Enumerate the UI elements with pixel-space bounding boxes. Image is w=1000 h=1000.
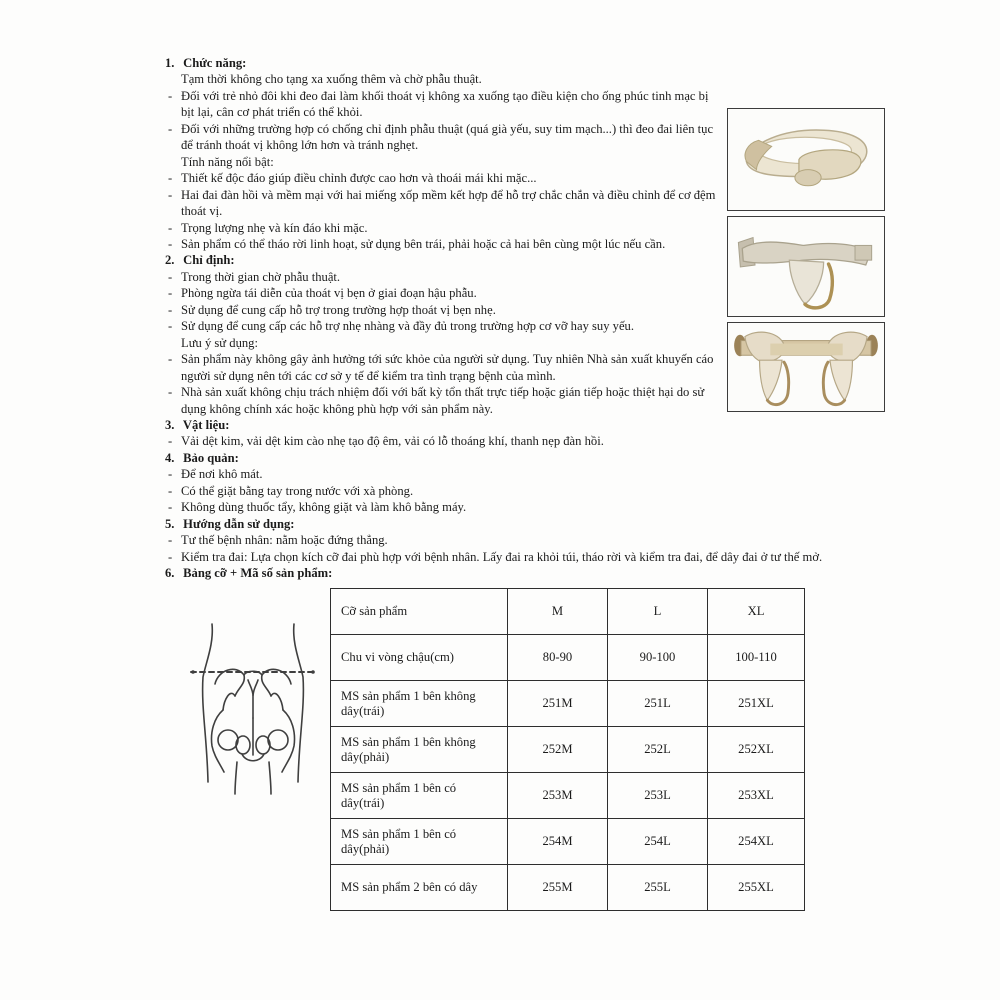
section-heading: [165, 55, 721, 71]
line-text: Tư thế bệnh nhân: nằm hoặc đứng thẳng.: [181, 533, 388, 548]
text-line: [165, 499, 721, 515]
size-table-cell: 253XL: [708, 773, 805, 819]
size-table-row: [331, 819, 805, 865]
bullet-marker: -: [168, 467, 173, 482]
size-table-row: [331, 727, 805, 773]
line-text: Sử dụng để cung cấp các hỗ trợ nhẹ nhàng và đầy đủ trong trường hợp cơ vỡ hay suy yếu.: [181, 319, 634, 334]
section-number: 3.: [165, 417, 175, 432]
section-title: Chức năng:: [180, 56, 247, 70]
size-table-cell: MS sản phẩm 1 bên không dây(phải): [331, 727, 508, 773]
size-table-cell: 251M: [508, 681, 608, 727]
section-title: Hướng dẫn sử dụng:: [180, 516, 295, 531]
size-table-cell: 254XL: [708, 819, 805, 865]
size-table-cell: 253L: [608, 773, 708, 819]
size-table-cell: 253M: [508, 773, 608, 819]
text-line: [165, 220, 721, 236]
section-title: Vật liệu:: [180, 417, 230, 432]
line-text: Kiểm tra đai: Lựa chọn kích cỡ đai phù hợp với bệnh nhân. Lấy đai ra khỏi túi, tháo rời và kiểm tra đai, để dây đai ở tư thế mở.: [181, 549, 823, 564]
bullet-marker: -: [168, 385, 173, 400]
bullet-marker: -: [168, 171, 173, 186]
size-table-header-cell: Cỡ sản phẩm: [331, 589, 508, 635]
section-number: 1.: [165, 56, 175, 70]
size-table-cell: 255L: [608, 865, 708, 911]
line-text: Hai đai đàn hồi và mềm mại với hai miếng xốp mềm kết hợp để hỗ trợ chắc chắn và điều chỉnh để cơ đệm thoát vị.: [181, 187, 716, 219]
size-table-row: [331, 773, 805, 819]
section-title: Bảng cỡ + Mã số sản phẩm:: [180, 566, 333, 581]
bullet-marker: -: [168, 236, 173, 251]
hernia-belt-strap-photo-icon: [728, 217, 884, 316]
line-text: Thiết kế độc đáo giúp điều chỉnh được cao hơn và thoái mái khi mặc...: [181, 171, 537, 186]
line-text: Đối với những trường hợp có chống chỉ định phẫu thuật (quá già yếu, suy tim mạch...) thì đeo đai liên tục để tránh thoát vị không lớn hơn và tránh nghẹt.: [181, 121, 714, 153]
line-text: Đối với trẻ nhỏ đôi khi đeo đai làm khối thoát vị không xa xuống tạo điều kiện cho ống phúc tinh mạc bị bịt lại, cân cơ phát triển có thể khỏi.: [181, 88, 709, 120]
section-title: Chỉ định:: [180, 253, 235, 268]
text-line: [165, 549, 883, 565]
text-line: [165, 302, 721, 318]
bullet-marker: -: [168, 319, 173, 334]
text-line: [165, 170, 721, 186]
size-table-header-cell: M: [508, 589, 608, 635]
line-text: Có thể giặt bằng tay trong nước với xà phòng.: [181, 483, 414, 498]
text-line: [165, 351, 721, 384]
size-table-cell: 252XL: [708, 727, 805, 773]
section-number: 5.: [165, 516, 175, 531]
bullet-marker: -: [168, 286, 173, 301]
text-line: [165, 285, 721, 301]
bullet-marker: -: [168, 302, 173, 317]
text-line: [165, 318, 721, 334]
product-photo-belt-one-strap: [727, 216, 885, 317]
size-table-row: [331, 865, 805, 911]
bullet-marker: -: [168, 483, 173, 498]
bullet-marker: -: [168, 220, 173, 235]
bullet-marker: -: [168, 434, 173, 449]
hernia-belt-double-photo-icon: [728, 323, 884, 411]
section-heading: [165, 516, 721, 532]
bullet-marker: -: [168, 88, 173, 103]
line-text: Lưu ý sử dụng:: [181, 335, 258, 350]
size-table-cell: 100-110: [708, 635, 805, 681]
text-line: [165, 532, 721, 548]
line-text: Trong thời gian chờ phẫu thuật.: [181, 269, 341, 284]
line-text: Vải dệt kim, vải dệt kim cào nhẹ tạo độ êm, vải có lỗ thoáng khí, thanh nẹp đàn hồi.: [181, 434, 604, 449]
size-table-header-cell: L: [608, 589, 708, 635]
size-table-cell: 255XL: [708, 865, 805, 911]
line-text: Tạm thời không cho tạng xa xuống thêm và chờ phẫu thuật.: [181, 72, 482, 87]
size-table-cell: MS sản phẩm 2 bên có dây: [331, 865, 508, 911]
line-text: Trọng lượng nhẹ và kín đáo khi mặc.: [181, 220, 368, 235]
section-number: 6.: [165, 566, 175, 581]
size-table-cell: 251L: [608, 681, 708, 727]
size-table-cell: 255M: [508, 865, 608, 911]
text-line: [165, 466, 721, 482]
bullet-marker: -: [168, 533, 173, 548]
text-line: [165, 121, 721, 154]
bullet-marker: -: [168, 269, 173, 284]
bullet-marker: -: [168, 352, 173, 367]
line-text: Nhà sản xuất không chịu trách nhiệm đối với bất kỳ tổn thất trực tiếp hoặc gián tiếp hoặc thiệt hại do sử dụng không chính xác hoặc không phù hợp với sản phẩm này.: [181, 385, 705, 416]
line-text: Sử dụng để cung cấp hỗ trợ trong trường hợp thoát vị bẹn nhẹ.: [181, 302, 496, 317]
line-text: Sản phẩm có thể tháo rời linh hoạt, sử dụng bên trái, phải hoặc cả hai bên cùng một lúc nếu cần.: [181, 236, 666, 251]
size-table-cell: 254L: [608, 819, 708, 865]
size-table-row: [331, 635, 805, 681]
bullet-marker: -: [168, 121, 173, 136]
section-heading: [165, 417, 721, 433]
product-photo-column: [727, 108, 885, 417]
section-heading: [165, 565, 721, 581]
bullet-marker: -: [168, 549, 173, 564]
size-table-header-row: [331, 589, 805, 635]
size-table-cell: MS sản phẩm 1 bên không dây(trái): [331, 681, 508, 727]
text-line: [165, 483, 721, 499]
line-text: Sản phẩm này không gây ảnh hưởng tới sức khỏe của người sử dụng. Tuy nhiên Nhà sản xuất khuyến cáo người sử dụng nên tới các cơ sở y tế để kiểm tra tình trạng bệnh của mình.: [181, 352, 714, 383]
text-line: [165, 335, 721, 351]
size-table-header-cell: XL: [708, 589, 805, 635]
text-line: [165, 236, 721, 252]
text-line: [165, 269, 721, 285]
size-table-cell: 251XL: [708, 681, 805, 727]
text-line: [165, 154, 721, 170]
product-photo-belt-side-view: [727, 108, 885, 211]
line-text: Không dùng thuốc tẩy, không giặt và làm khô bằng máy.: [181, 500, 467, 515]
size-table-cell: 254M: [508, 819, 608, 865]
section-heading: [165, 252, 721, 268]
size-table-cell: 252L: [608, 727, 708, 773]
size-table-cell: MS sản phẩm 1 bên có dây(phải): [331, 819, 508, 865]
size-table-cell: 252M: [508, 727, 608, 773]
text-line: [165, 384, 721, 417]
text-line: [165, 187, 721, 220]
size-table-cell: 90-100: [608, 635, 708, 681]
section-number: 4.: [165, 450, 175, 465]
bullet-marker: -: [168, 500, 173, 515]
section-heading: [165, 450, 721, 466]
line-text: Để nơi khô mát.: [181, 467, 263, 482]
size-table-cell: Chu vi vòng chậu(cm): [331, 635, 508, 681]
text-line: [165, 88, 721, 121]
section-number: 2.: [165, 253, 175, 268]
hernia-belt-photo-icon: [728, 109, 884, 210]
product-photo-belt-two-straps: [727, 322, 885, 412]
line-text: Tính năng nổi bật:: [181, 154, 274, 169]
line-text: Phòng ngừa tái diễn của thoát vị bẹn ở giai đoạn hậu phẫu.: [181, 286, 477, 301]
size-table-cell: MS sản phẩm 1 bên có dây(trái): [331, 773, 508, 819]
size-table-row: [331, 681, 805, 727]
bullet-marker: -: [168, 187, 173, 202]
size-table-cell: 80-90: [508, 635, 608, 681]
pelvis-diagram-icon: [190, 622, 316, 804]
text-line: [165, 71, 721, 87]
size-table: [330, 588, 805, 911]
pelvis-measurement-diagram: [190, 622, 316, 804]
text-line: [165, 433, 721, 449]
instruction-text-column: [165, 55, 823, 582]
section-title: Bảo quản:: [180, 450, 239, 465]
